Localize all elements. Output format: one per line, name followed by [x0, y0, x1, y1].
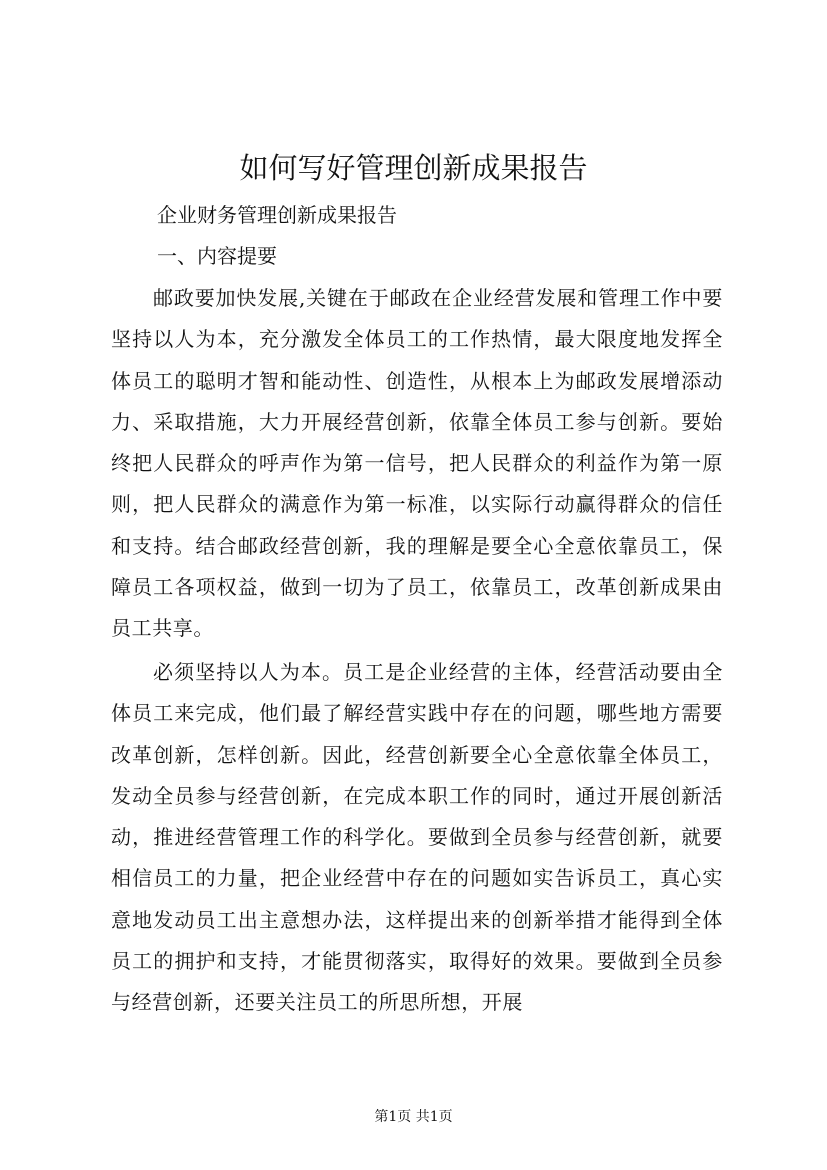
- section-heading: 一、内容提要: [157, 244, 277, 268]
- report-subtitle: 企业财务管理创新成果报告: [157, 203, 397, 227]
- body-paragraph-2: 必须坚持以人为本。员工是企业经营的主体，经营活动要由全体员工来完成，他们最了解经营实践中存在的问题，哪些地方需要改革创新，怎样创新。因此，经营创新要全心全意依靠全体员工，发动全员参与经营创新，在完成本职工作的同时，通过开展创新活动，推进经营管理工作的科学化。要做到全员参与经营创新，就要相信员工的力量，把企业经营中存在的问题如实告诉员工，真心实意地发动员工出主意想办法，这样提出来的创新举措才能得到全体员工的拥护和支持，才能贯彻落实，取得好的效果。要做到全员参与经营创新，还要关注员工的所思所想，开展: [111, 660, 723, 1015]
- document-title: 如何写好管理创新成果报告: [239, 151, 588, 185]
- page-footer: 第1页 共1页: [374, 1109, 453, 1125]
- body-paragraph-1: 邮政要加快发展,关键在于邮政在企业经营发展和管理工作中要坚持以人为本，充分激发全体员工的工作热情，最大限度地发挥全体员工的聪明才智和能动性、创造性，从根本上为邮政发展增添动力、采取措施，大力开展经营创新，依靠全体员工参与创新。要始终把人民群众的呼声作为第一信号，把人民群众的利益作为第一原则，把人民群众的满意作为第一标准，以实际行动赢得群众的信任和支持。结合邮政经营创新，我的理解是要全心全意依靠员工，保障员工各项权益，做到一切为了员工，依靠员工，改革创新成果由员工共享。: [111, 286, 723, 641]
